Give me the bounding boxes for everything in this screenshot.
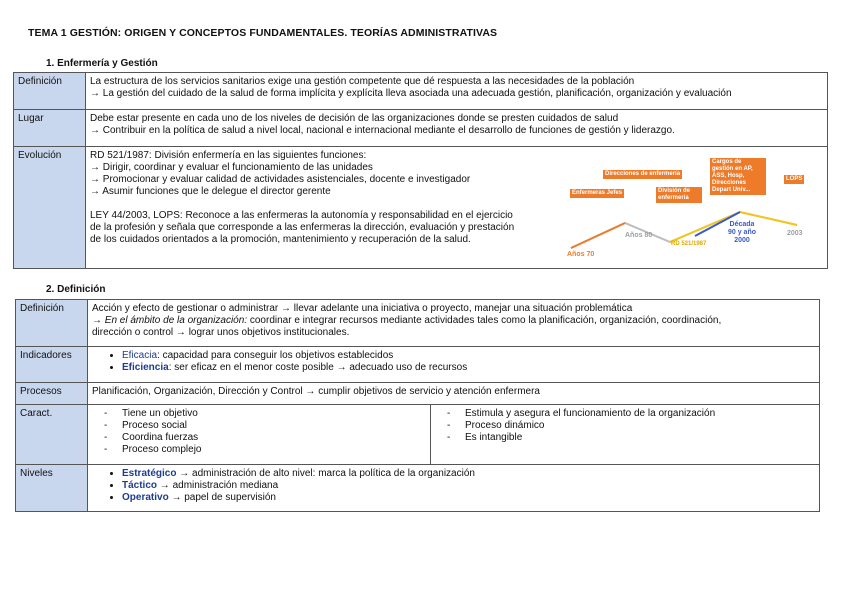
row-label: Definición bbox=[16, 300, 88, 347]
list-item bbox=[122, 350, 815, 362]
keyword: Eficacia bbox=[122, 350, 158, 361]
section2-table bbox=[15, 299, 820, 512]
row-label: Evolución bbox=[14, 147, 86, 269]
table-row bbox=[16, 405, 820, 465]
bullet-list bbox=[92, 468, 815, 504]
list-item: - Es intangible bbox=[465, 432, 815, 444]
text-line: dirección o control → lograr unos objetivos institucionales. bbox=[92, 327, 350, 338]
row-content bbox=[88, 465, 820, 512]
text-line: → Contribuir en la política de salud a nivel local, nacional e internacional mediante el desarrollo de funciones de gestión y liderazgo. bbox=[90, 125, 675, 136]
row-content bbox=[88, 300, 820, 347]
text-line: → Asumir funciones que le delegue el director gerente bbox=[90, 186, 331, 197]
row-content: Planificación, Organización, Dirección y Control → cumplir objetivos de servicio y atención enfermera bbox=[88, 383, 820, 405]
row-label: Procesos bbox=[16, 383, 88, 405]
item-text: : ser eficaz en el menor coste posible → adecuado uso de recursos bbox=[168, 362, 468, 373]
row-label: Lugar bbox=[14, 110, 86, 147]
text-line: LEY 44/2003, LOPS: Reconoce a las enfermeras la autonomía y responsabilidad en el ejercicio bbox=[90, 210, 513, 221]
timeline-box: Direcciones de enfermería bbox=[605, 171, 681, 177]
text-line: RD 521/1987: División enfermería en las siguientes funciones: bbox=[90, 150, 367, 161]
evolution-timeline bbox=[565, 156, 815, 264]
row-content bbox=[86, 73, 828, 110]
list-item bbox=[122, 492, 815, 504]
text-line: de los cuidados orientados a la promoción, mantenimiento y recuperación de la salud. bbox=[90, 234, 471, 245]
timeline-label: RD 521/1987 bbox=[671, 241, 707, 247]
dash-list bbox=[92, 408, 426, 456]
timeline-box: División de enfermería bbox=[656, 187, 702, 203]
text-line: Debe estar presente en cada uno de los niveles de decisión de las organizaciones donde se presten cuidados de salud bbox=[90, 113, 619, 124]
text-line: → Promocionar y evaluar calidad de actividades asistenciales, docente e investigador bbox=[90, 174, 471, 185]
keyword: Operativo bbox=[122, 492, 169, 503]
text-line: de la profesión y señala que corresponde a las enfermeras la dirección, evaluación y prestación bbox=[90, 222, 515, 233]
list-item: - Coordina fuerzas bbox=[122, 432, 426, 444]
timeline-box: LOPS bbox=[786, 176, 803, 182]
bullet-list bbox=[92, 350, 815, 374]
row-content bbox=[86, 110, 828, 147]
dash-list bbox=[435, 408, 815, 444]
list-item: - Estimula y asegura el funcionamiento de la organización bbox=[465, 408, 815, 420]
item-text: → administración mediana bbox=[157, 480, 279, 491]
list-item: - Proceso complejo bbox=[122, 444, 426, 456]
text-line bbox=[92, 315, 815, 327]
list-item: - Tiene un objetivo bbox=[122, 408, 426, 420]
timeline-label: Década 90 y año 2000 bbox=[727, 221, 756, 244]
item-text: → administración de alto nivel: marca la política de la organización bbox=[176, 468, 475, 479]
italic-phrase: → En el ámbito de la organización: bbox=[92, 315, 248, 326]
text-line: Acción y efecto de gestionar o administrar → llevar adelante una iniciativa o proyecto, manejar una situación problemática bbox=[92, 303, 633, 314]
row-label: Definición bbox=[14, 73, 86, 110]
row-label: Caract. bbox=[16, 405, 88, 465]
list-item bbox=[122, 468, 815, 480]
keyword: Eficiencia bbox=[122, 362, 169, 373]
table-row bbox=[14, 73, 828, 110]
table-row bbox=[16, 300, 820, 347]
section2-heading: 2. Definición bbox=[46, 284, 106, 295]
text-line: → Dirigir, coordinar y evaluar el funcionamiento de las unidades bbox=[90, 162, 373, 173]
list-item bbox=[122, 480, 815, 492]
item-text: : capacidad para conseguir los objetivos establecidos bbox=[157, 350, 394, 361]
item-text: → papel de supervisión bbox=[168, 492, 276, 503]
text-line: → La gestión del cuidado de la salud de forma implícita y explícita lleva asociada una adecuada gestión, planificación, organización y evaluación bbox=[90, 88, 732, 99]
section1-heading: 1. Enfermería y Gestión bbox=[46, 58, 158, 69]
timeline-orange-line bbox=[571, 223, 625, 248]
text-span: coordinar e integrar recursos mediante actividades tales como la planificación, organización, coordinación, bbox=[247, 315, 722, 326]
row-content bbox=[88, 347, 820, 383]
text-line: La estructura de los servicios sanitarios exige una gestión competente que dé respuesta a las necesidades de la población bbox=[90, 76, 635, 87]
document-title: TEMA 1 GESTIÓN: ORIGEN Y CONCEPTOS FUNDAMENTALES. TEORÍAS ADMINISTRATIVAS bbox=[28, 27, 498, 39]
keyword: Táctico bbox=[122, 480, 158, 491]
keyword: Estratégico bbox=[122, 468, 177, 479]
row-content-right bbox=[431, 405, 820, 465]
table-row bbox=[16, 465, 820, 512]
table-row bbox=[14, 110, 828, 147]
list-item: - Proceso dinámico bbox=[465, 420, 815, 432]
timeline-label: Años 70 bbox=[567, 251, 595, 258]
list-item bbox=[122, 362, 815, 374]
list-item: - Proceso social bbox=[122, 420, 426, 432]
timeline-box: Cargos de gestión en AP, ASS, Hosp, Direcciones Depart Univ... bbox=[710, 158, 766, 195]
row-label: Niveles bbox=[16, 465, 88, 512]
timeline-label: 2003 bbox=[787, 230, 803, 237]
row-content-left bbox=[88, 405, 431, 465]
table-row bbox=[16, 383, 820, 405]
timeline-label: Años 80 bbox=[625, 232, 653, 239]
timeline-box: Enfermeras Jefes bbox=[572, 190, 623, 196]
table-row bbox=[16, 347, 820, 383]
row-label: Indicadores bbox=[16, 347, 88, 383]
